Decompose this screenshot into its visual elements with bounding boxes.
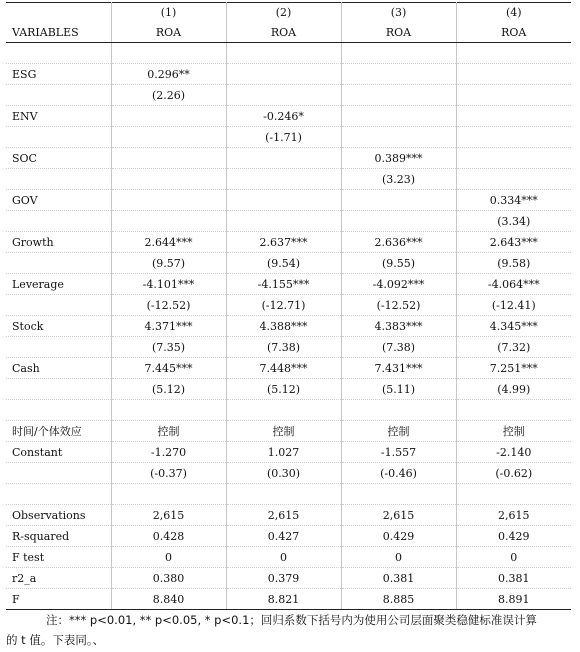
table-cell: 2,615 bbox=[111, 505, 226, 526]
row-label bbox=[6, 337, 111, 358]
table-cell: (3.23) bbox=[341, 169, 456, 190]
table-cell bbox=[226, 148, 341, 169]
row-label: SOC bbox=[6, 148, 111, 169]
row-label bbox=[6, 379, 111, 400]
table-cell: 控制 bbox=[341, 421, 456, 442]
table-cell bbox=[456, 169, 571, 190]
table-cell: (-12.52) bbox=[111, 295, 226, 316]
dependent-variable: ROA bbox=[341, 22, 456, 43]
table-cell: -4.092*** bbox=[341, 274, 456, 295]
row-label: Observations bbox=[6, 505, 111, 526]
table-cell: (2.26) bbox=[111, 85, 226, 106]
row-label bbox=[6, 400, 111, 421]
table-cell bbox=[456, 127, 571, 148]
row-label bbox=[6, 85, 111, 106]
row-label: 时间/个体效应 bbox=[6, 421, 111, 442]
row-label: ESG bbox=[6, 64, 111, 85]
row-label: F test bbox=[6, 547, 111, 568]
row-label: Cash bbox=[6, 358, 111, 379]
table-cell bbox=[226, 211, 341, 232]
table-cell: 0.381 bbox=[456, 568, 571, 589]
table-cell bbox=[226, 64, 341, 85]
table-cell bbox=[341, 127, 456, 148]
table-cell bbox=[341, 85, 456, 106]
table-cell: -1.557 bbox=[341, 442, 456, 463]
table-cell bbox=[341, 484, 456, 505]
table-row bbox=[6, 589, 571, 610]
table-cell: 0.427 bbox=[226, 526, 341, 547]
table-cell bbox=[226, 169, 341, 190]
row-label: Growth bbox=[6, 232, 111, 253]
table-cell: 控制 bbox=[456, 421, 571, 442]
table-cell bbox=[226, 190, 341, 211]
row-label: Stock bbox=[6, 316, 111, 337]
table-row bbox=[6, 127, 571, 148]
table-cell: (4.99) bbox=[456, 379, 571, 400]
table-cell bbox=[341, 64, 456, 85]
table-cell bbox=[341, 106, 456, 127]
table-cell bbox=[111, 127, 226, 148]
dependent-variable: ROA bbox=[226, 22, 341, 43]
table-cell bbox=[456, 484, 571, 505]
column-number: (1) bbox=[111, 2, 226, 22]
table-cell bbox=[341, 190, 456, 211]
row-label bbox=[6, 484, 111, 505]
table-row bbox=[6, 547, 571, 568]
table-cell: 0.379 bbox=[226, 568, 341, 589]
table-cell bbox=[456, 148, 571, 169]
row-label: Constant bbox=[6, 442, 111, 463]
table-cell: 0.429 bbox=[341, 526, 456, 547]
table-cell: 4.383*** bbox=[341, 316, 456, 337]
table-cell: -4.101*** bbox=[111, 274, 226, 295]
table-cell: (-12.52) bbox=[341, 295, 456, 316]
table-row bbox=[6, 106, 571, 127]
table-row bbox=[6, 295, 571, 316]
row-label: Leverage bbox=[6, 274, 111, 295]
table-cell: 8.891 bbox=[456, 589, 571, 610]
row-label bbox=[6, 295, 111, 316]
table-cell: 0.381 bbox=[341, 568, 456, 589]
table-cell: 0.296** bbox=[111, 64, 226, 85]
variables-label: VARIABLES bbox=[6, 22, 111, 43]
table-cell: 2,615 bbox=[341, 505, 456, 526]
table-cell: (-0.62) bbox=[456, 463, 571, 484]
table-cell: 7.445*** bbox=[111, 358, 226, 379]
table-row bbox=[6, 568, 571, 589]
row-label bbox=[6, 253, 111, 274]
table-cell: 控制 bbox=[111, 421, 226, 442]
table-cell: (7.35) bbox=[111, 337, 226, 358]
table-cell: 0.429 bbox=[456, 526, 571, 547]
table-cell: 2.637*** bbox=[226, 232, 341, 253]
table-cell: 2.636*** bbox=[341, 232, 456, 253]
table-cell: 2,615 bbox=[226, 505, 341, 526]
table-cell bbox=[226, 484, 341, 505]
corner-cell bbox=[6, 2, 111, 22]
table-cell bbox=[111, 211, 226, 232]
column-number: (3) bbox=[341, 2, 456, 22]
table-cell: (7.38) bbox=[226, 337, 341, 358]
table-cell: (7.32) bbox=[456, 337, 571, 358]
table-row bbox=[6, 463, 571, 484]
table-row bbox=[6, 484, 571, 505]
row-label: R-squared bbox=[6, 526, 111, 547]
table-cell bbox=[226, 400, 341, 421]
table-cell: 2.643*** bbox=[456, 232, 571, 253]
table-cell bbox=[456, 106, 571, 127]
table-cell: (9.58) bbox=[456, 253, 571, 274]
table-row bbox=[6, 148, 571, 169]
column-number: (2) bbox=[226, 2, 341, 22]
table-row bbox=[6, 337, 571, 358]
row-label bbox=[6, 43, 111, 64]
row-label bbox=[6, 211, 111, 232]
table-cell: (5.12) bbox=[111, 379, 226, 400]
table-cell: (7.38) bbox=[341, 337, 456, 358]
table-cell bbox=[226, 85, 341, 106]
dependent-variable: ROA bbox=[111, 22, 226, 43]
table-cell: (5.12) bbox=[226, 379, 341, 400]
table-row bbox=[6, 85, 571, 106]
table-cell: (-0.37) bbox=[111, 463, 226, 484]
table-row bbox=[6, 43, 571, 64]
table-cell bbox=[111, 190, 226, 211]
table-row bbox=[6, 400, 571, 421]
table-row bbox=[6, 442, 571, 463]
table-row bbox=[6, 379, 571, 400]
table-row bbox=[6, 232, 571, 253]
dependent-variable: ROA bbox=[456, 22, 571, 43]
table-cell: 1.027 bbox=[226, 442, 341, 463]
table-cell: (5.11) bbox=[341, 379, 456, 400]
table-cell: (9.54) bbox=[226, 253, 341, 274]
column-number-row bbox=[6, 2, 571, 22]
table-cell: (-1.71) bbox=[226, 127, 341, 148]
table-cell: -4.064*** bbox=[456, 274, 571, 295]
row-label bbox=[6, 169, 111, 190]
table-cell: -4.155*** bbox=[226, 274, 341, 295]
row-label: r2_a bbox=[6, 568, 111, 589]
table-cell: 2.644*** bbox=[111, 232, 226, 253]
table-cell bbox=[226, 43, 341, 64]
table-cell: 7.448*** bbox=[226, 358, 341, 379]
dependent-variable-row bbox=[6, 22, 571, 43]
table-footnote bbox=[6, 610, 574, 650]
table-cell bbox=[341, 400, 456, 421]
table-cell: (3.34) bbox=[456, 211, 571, 232]
table-row bbox=[6, 253, 571, 274]
footnote-line-1: 注：*** p<0.01, ** p<0.05, * p<0.1；回归系数下括号内为使用公司层面聚类稳健标准误计算 bbox=[46, 613, 537, 627]
table-cell: (-12.41) bbox=[456, 295, 571, 316]
table-row bbox=[6, 190, 571, 211]
row-label: ENV bbox=[6, 106, 111, 127]
row-label bbox=[6, 463, 111, 484]
table-cell: -0.246* bbox=[226, 106, 341, 127]
table-cell: 0.389*** bbox=[341, 148, 456, 169]
table-cell bbox=[341, 43, 456, 64]
table-row bbox=[6, 505, 571, 526]
table-cell: (0.30) bbox=[226, 463, 341, 484]
row-label: F bbox=[6, 589, 111, 610]
table-cell: 0.428 bbox=[111, 526, 226, 547]
table-cell: 4.345*** bbox=[456, 316, 571, 337]
table-cell bbox=[111, 169, 226, 190]
table-cell bbox=[341, 211, 456, 232]
table-cell: 7.431*** bbox=[341, 358, 456, 379]
table-cell: 控制 bbox=[226, 421, 341, 442]
table-cell: 4.388*** bbox=[226, 316, 341, 337]
row-label: GOV bbox=[6, 190, 111, 211]
row-label bbox=[6, 127, 111, 148]
table-cell bbox=[111, 400, 226, 421]
regression-table-body bbox=[6, 2, 571, 610]
table-row bbox=[6, 316, 571, 337]
table-cell: 0.334*** bbox=[456, 190, 571, 211]
table-cell: 0 bbox=[226, 547, 341, 568]
table-cell bbox=[111, 148, 226, 169]
table-cell bbox=[111, 484, 226, 505]
table-cell bbox=[111, 106, 226, 127]
table-row bbox=[6, 211, 571, 232]
table-cell: 8.885 bbox=[341, 589, 456, 610]
table-cell: -1.270 bbox=[111, 442, 226, 463]
table-row bbox=[6, 169, 571, 190]
table-cell bbox=[456, 64, 571, 85]
table-cell: 8.821 bbox=[226, 589, 341, 610]
table-cell: 0 bbox=[111, 547, 226, 568]
table-cell: 4.371*** bbox=[111, 316, 226, 337]
table-row bbox=[6, 64, 571, 85]
table-cell: (-12.71) bbox=[226, 295, 341, 316]
table-cell: (9.55) bbox=[341, 253, 456, 274]
table-row bbox=[6, 274, 571, 295]
table-cell: 0.380 bbox=[111, 568, 226, 589]
table-cell bbox=[456, 43, 571, 64]
footnote-line-2: 的 t 值。下表同。、 bbox=[6, 633, 105, 647]
table-cell bbox=[456, 400, 571, 421]
table-cell: (-0.46) bbox=[341, 463, 456, 484]
table-cell bbox=[111, 43, 226, 64]
table-cell bbox=[456, 85, 571, 106]
table-cell: 0 bbox=[341, 547, 456, 568]
table-cell: 7.251*** bbox=[456, 358, 571, 379]
table-row bbox=[6, 358, 571, 379]
regression-table bbox=[6, 2, 571, 610]
column-number: (4) bbox=[456, 2, 571, 22]
table-row bbox=[6, 421, 571, 442]
table-cell: 0 bbox=[456, 547, 571, 568]
table-cell: (9.57) bbox=[111, 253, 226, 274]
table-cell: -2.140 bbox=[456, 442, 571, 463]
table-cell: 2,615 bbox=[456, 505, 571, 526]
table-row bbox=[6, 526, 571, 547]
table-cell: 8.840 bbox=[111, 589, 226, 610]
